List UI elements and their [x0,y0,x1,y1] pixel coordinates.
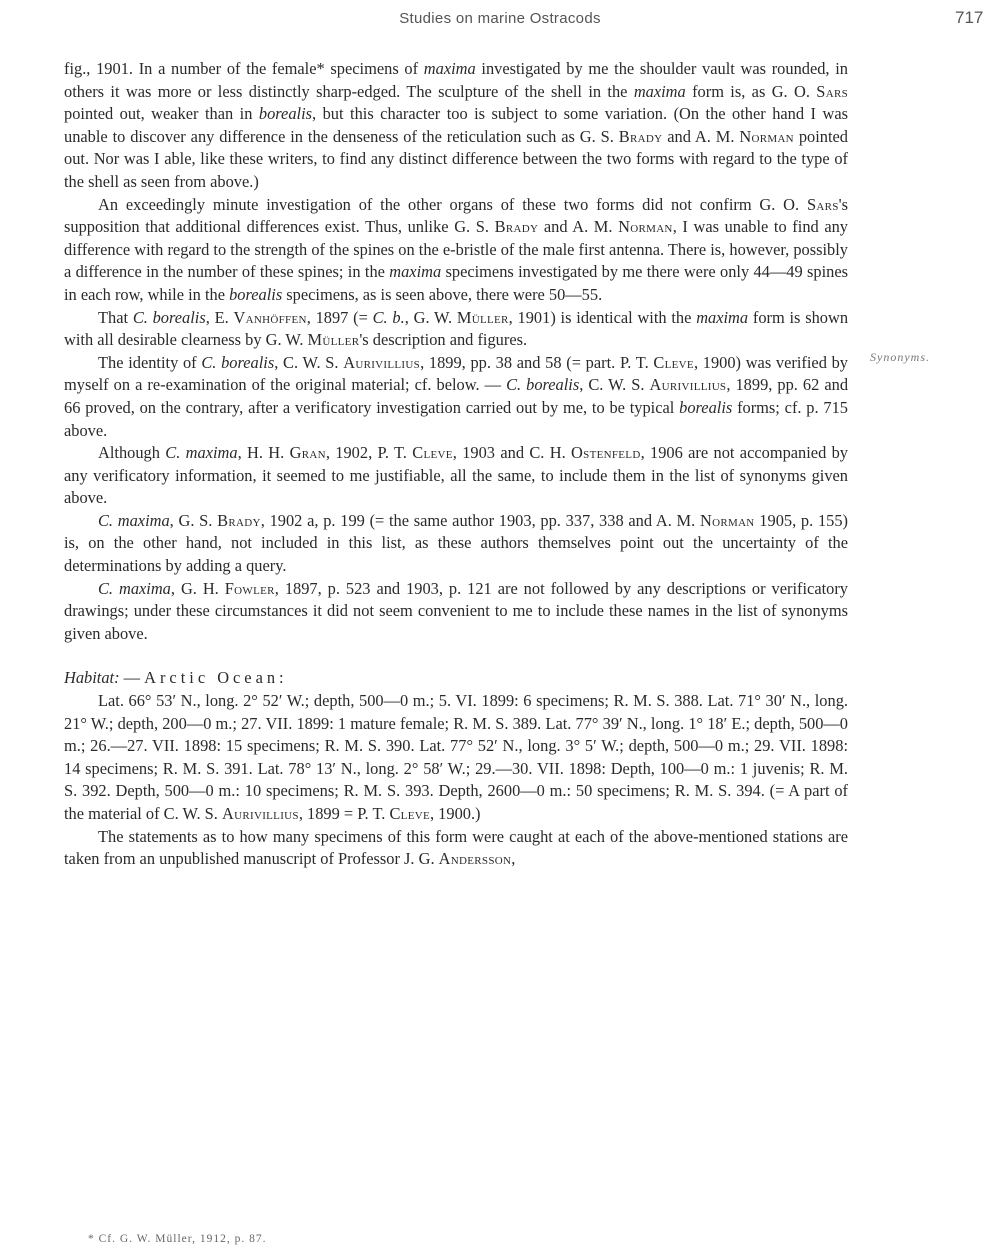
habitat-heading: Habitat: — Arctic Ocean: [64,668,288,688]
paragraph-statements: The statements as to how many specimens of this form were caught at each of the above-mentioned stations are taken from an unpublished manuscript of Professor J. G. Andersson, [64,826,848,869]
paragraph-vanhoffen: That C. borealis, E. Vanhöffen, 1897 (= C. b., G. W. Müller, 1901) is identical with the maxima form is shown with all desirable clearness by G. W. Müller's description and figures. [64,307,849,350]
paragraph-brady: C. maxima, G. S. Brady, 1902 a, p. 199 (= the same author 1903, pp. 337, 338 and A. M. Norman 1905, p. 155) is, on the other hand, not included in this list, as these authors themselves point out the uncertainty of the determinations by adding a query. [64,510,848,576]
margin-note-synonyms: Synonyms. [870,350,930,364]
page-number: 717 [955,8,984,27]
body-text [64,58,848,871]
paragraph-stations: Lat. 66° 53′ N., long. 2° 52′ W.; depth, 500—0 m.; 5. VI. 1899: 6 specimens; R. M. S. 388. Lat. 71° 30′ N., long. 21° W.; depth, 200—0 m.; 27. VII. 1899: 1 mature female; R. M. S. 389. Lat. 77° 39′ N., long. 1° 18′ E.; depth, 500—0 m.; 26.—27. VII. 1898: 15 specimens; R. M. S. 390. Lat. 77° 52′ N., long. 3° 5′ W.; depth, 500—0 m.; 29. VII. 1898: 14 specimens; R. M. S. 391. Lat. 78° 13′ N., long. 2° 58′ W.; 29.—30. VII. 1898: Depth, 100—0 m.: 1 juvenis; R. M. S. 392. Depth, 500—0 m.: 10 specimens; R. M. S. 393. Depth, 2600—0 m.: 50 specimens; R. M. S. 394. (= A part of the material of C. W. S. Aurivillius, 1899 = P. T. Cleve, 1900.) [64,691,848,823]
paragraph-shoulder-vault: fig., 1901. In a number of the female* specimens of maxima investigated by me the shoulder vault was rounded, in others it was more or less distinctly sharp-edged. The sculpture of the shell in the maxima form is, as G. O. Sars pointed out, weaker than in borealis, but this character too is subject to some variation. (On the other hand I was unable to discover any difference in the denseness of the reticulation such as G. S. Brady and A. M. Norman pointed out. Nor was I able, like these writers, to find any distinct difference between the two forms with regard to the type of the shell as seen from above.) [64,59,849,191]
footnote: * Cf. G. W. Müller, 1912, p. 87. [88,1233,267,1245]
paragraph-gran-cleve: Although C. maxima, H. H. Gran, 1902, P. T. Cleve, 1903 and C. H. Ostenfeld, 1906 are not accompanied by any verificatory information, it seemed to me justifiable, all the same, to include them in the list of synonyms given above. [64,443,849,508]
paragraph-other-organs: An exceedingly minute investigation of the other organs of these two forms did not confirm G. O. Sars's supposition that additional differences exist. Thus, unlike G. S. Brady and A. M. Norman, I was unable to find any difference with regard to the strength of the spines on the e-bristle of the male first antenna. There is, however, possibly a difference in the number of these spines; in the maxima specimens investigated by me there were only 44—49 spines in each row, while in the borealis specimens, as is seen above, there were 50—55. [64,194,848,304]
paragraph-aurivillius: The identity of C. borealis, C. W. S. Aurivillius, 1899, pp. 38 and 58 (= part. P. T. Cleve, 1900) was verified by myself on a re-examination of the original material; cf. below. — C. borealis, C. W. S. Aurivillius, 1899, pp. 62 and 66 proved, on the contrary, after a verificatory investigation carried out by me, to be typical borealis forms; cf. p. 715 above. [64,352,849,440]
paragraph-fowler: C. maxima, G. H. Fowler, 1897, p. 523 and 1903, p. 121 are not followed by any descriptions or verificatory drawings; under these circumstances it did not seem convenient to me to include these names in the list of synonyms given above. [64,578,848,643]
running-title: Studies on marine Ostracods [399,10,601,27]
